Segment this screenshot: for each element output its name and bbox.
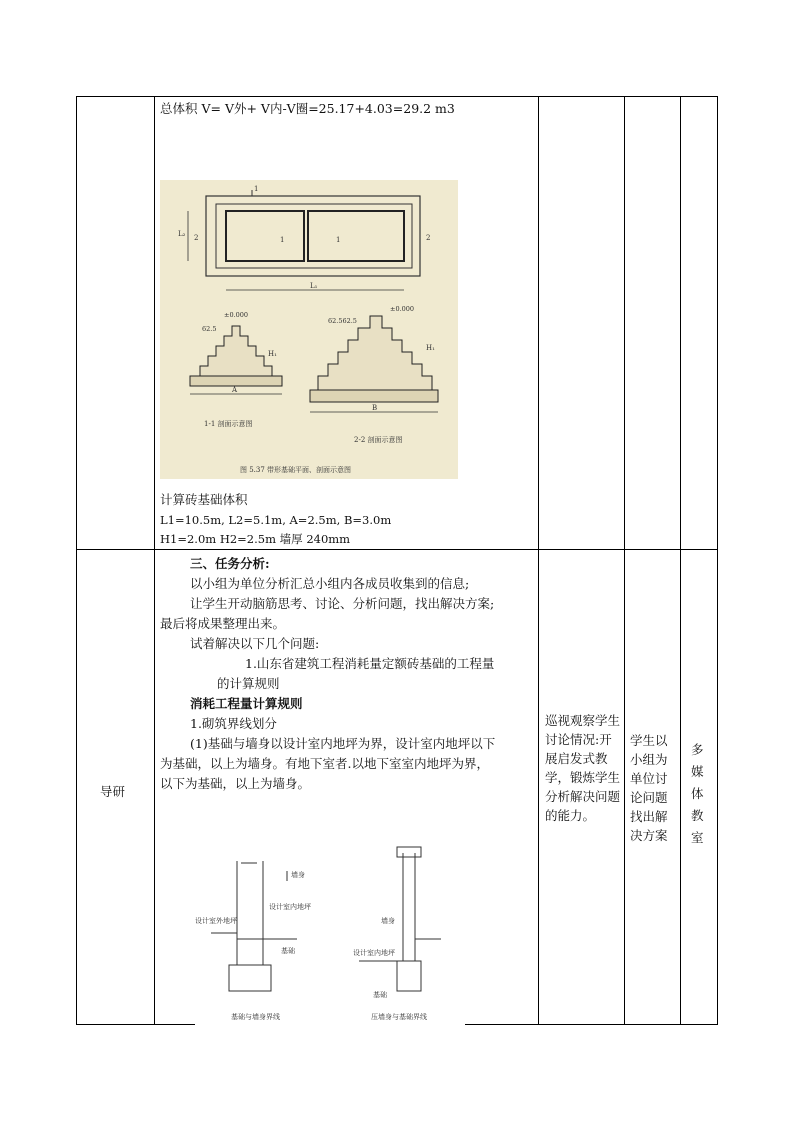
task-heading: 三、任务分析:: [190, 556, 270, 571]
para-3: 试着解决以下几个问题:: [190, 636, 320, 651]
plan-L2-label: L₂: [178, 230, 186, 238]
col-divider: [538, 97, 539, 1024]
question-1b: 的计算规则: [217, 676, 280, 691]
volume-formula: 总体积 V= V外+ V内-V圈=25.17+4.03=29.2 m3: [160, 101, 455, 116]
section1-offset: 62.5: [202, 325, 217, 333]
rule-1-text-3: 以下为基础，以上为墙身。: [160, 776, 311, 791]
section2-offset: 62.562.5: [328, 317, 357, 325]
section2-elev: ±0.000: [390, 305, 415, 313]
col-divider: [680, 97, 681, 1024]
plan-mark-1b: 1: [280, 236, 285, 244]
para-2b: 最后将成果整理出来。: [160, 616, 286, 631]
stage-label: 导研: [100, 784, 126, 799]
section2-B: B: [372, 404, 378, 412]
rule-1-text-1: (1)基础与墙身以设计室内地坪为界，设计室内地坪以下: [190, 736, 496, 751]
left-outdoor-label: 设计室外地坪: [195, 917, 237, 925]
calc-title: 计算砖基础体积: [160, 492, 248, 507]
section1-caption: 1-1 剖面示意图: [204, 420, 253, 428]
wall-foundation-figure: [195, 841, 465, 1027]
params-line-2: H1=2.0m H2=2.5m 墙厚 240mm: [160, 532, 351, 546]
lesson-table: [76, 96, 718, 1025]
plan-mark-1: 1: [254, 185, 259, 193]
right-indoor-label: 设计室内地坪: [353, 949, 395, 957]
section1-elev: ±0.000: [224, 311, 249, 319]
plan-L1-label: L₁: [310, 282, 318, 290]
col-divider: [154, 97, 155, 1024]
rule-1-text-2: 为基础，以上为墙身。有地下室者.以地下室室内地坪为界，: [160, 756, 489, 771]
rule-1: 1.砌筑界线划分: [190, 716, 277, 731]
student-activity: 学生以小组为单位讨论问题找出解决方案: [630, 733, 668, 843]
section2-H1: H₁: [426, 344, 435, 352]
para-1: 以小组为单位分析汇总小组内各成员收集到的信息;: [190, 576, 470, 591]
strip-foundation-drawing: [160, 180, 458, 479]
row-divider: [77, 549, 717, 550]
left-wall-label: 墙身: [291, 871, 305, 879]
plan-mark-1c: 1: [336, 236, 341, 244]
left-caption: 基础与墙身界线: [231, 1013, 280, 1021]
left-indoor-label: 设计室内地坪: [269, 903, 311, 911]
left-foundation-label: 基础: [281, 947, 295, 955]
right-wall-label: 墙身: [381, 917, 395, 925]
rules-title: 消耗工程量计算规则: [190, 696, 303, 711]
plan-mark-2b: 2: [426, 234, 431, 242]
section2-caption: 2-2 剖面示意图: [354, 436, 403, 444]
media-label: 多媒体教室: [691, 742, 704, 845]
strip-foundation-figure: [160, 180, 458, 479]
wall-foundation-drawing: [195, 841, 465, 1027]
right-foundation-label: 基础: [373, 991, 387, 999]
para-2a: 让学生开动脑筋思考、讨论、分析问题，找出解决方案;: [190, 596, 495, 611]
col-divider: [624, 97, 625, 1024]
teacher-activity: 巡视观察学生讨论情况:开展启发式教学，锻炼学生分析解决问题的能力。: [545, 713, 621, 823]
section1-A: A: [232, 386, 238, 394]
question-1a: 1.山东省建筑工程消耗量定额砖基础的工程量: [245, 656, 495, 671]
plan-mark-2: 2: [194, 234, 199, 242]
figure-caption: 图 5.37 带形基础平面、剖面示意图: [240, 466, 352, 474]
right-caption: 压墙身与基础界线: [371, 1013, 427, 1021]
params-line-1: L1=10.5m, L2=5.1m, A=2.5m, B=3.0m: [160, 513, 392, 527]
section1-H1: H₁: [268, 350, 277, 358]
